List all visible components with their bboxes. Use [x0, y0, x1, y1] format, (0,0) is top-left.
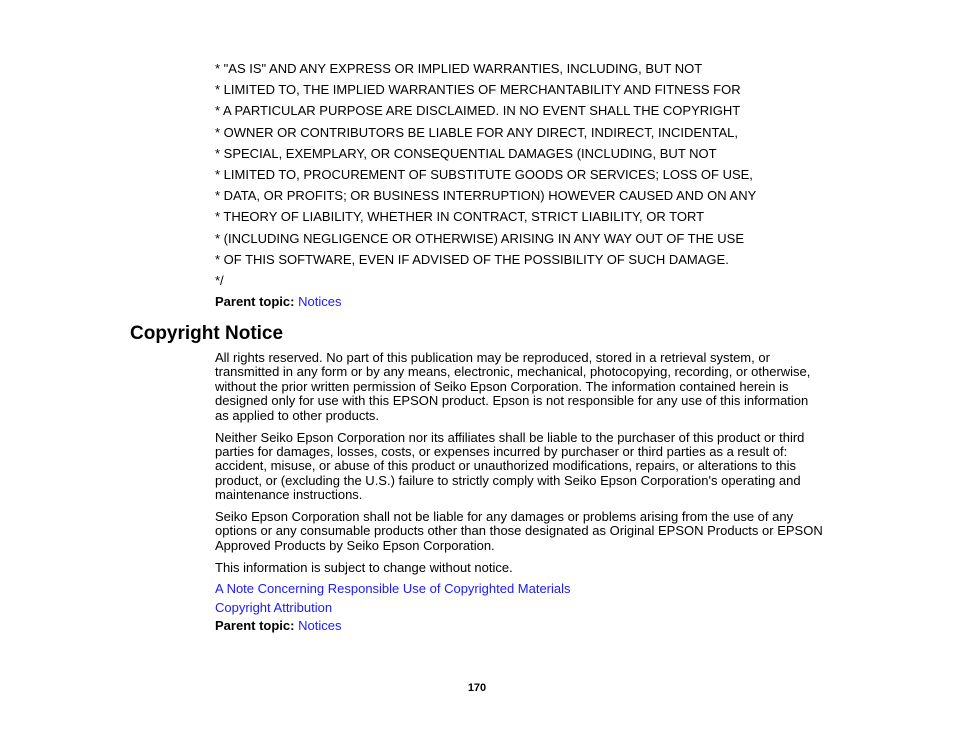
- license-line: * LIMITED TO, PROCUREMENT OF SUBSTITUTE GOODS OR SERVICES; LOSS OF USE,: [215, 166, 753, 182]
- license-text-block: [215, 61, 855, 294]
- parent-topic: [215, 294, 341, 310]
- license-line: * SPECIAL, EXEMPLARY, OR CONSEQUENTIAL DAMAGES (INCLUDING, BUT NOT: [215, 145, 717, 161]
- section-heading-copyright-notice: Copyright Notice: [130, 323, 284, 344]
- body-paragraph: Neither Seiko Epson Corporation nor its affiliates shall be liable to the purchaser of this product or third parties for damages, losses, costs, or expenses incurred by purchaser or third parties as a result of: accident, misuse, or abuse of this product or unauthorized modifications, repairs, or alterations to this product, or (excluding the U.S.) failure to strictly comply with Seiko Epson Corporation's operating and maintenance instructions.: [215, 429, 805, 503]
- license-line: * OWNER OR CONTRIBUTORS BE LIABLE FOR ANY DIRECT, INDIRECT, INCIDENTAL,: [215, 124, 738, 140]
- license-line: * LIMITED TO, THE IMPLIED WARRANTIES OF MERCHANTABILITY AND FITNESS FOR: [215, 82, 741, 98]
- related-link-copyright-attribution[interactable]: Copyright Attribution: [215, 599, 333, 615]
- parent-topic-link-notices[interactable]: Notices: [298, 618, 342, 634]
- license-line: * A PARTICULAR PURPOSE ARE DISCLAIMED. IN NO EVENT SHALL THE COPYRIGHT: [215, 103, 741, 119]
- license-line: * "AS IS" AND ANY EXPRESS OR IMPLIED WARRANTIES, INCLUDING, BUT NOT: [215, 61, 703, 76]
- license-line: * (INCLUDING NEGLIGENCE OR OTHERWISE) ARISING IN ANY WAY OUT OF THE USE: [215, 230, 744, 246]
- license-line: * THEORY OF LIABILITY, WHETHER IN CONTRACT, STRICT LIABILITY, OR TORT: [215, 209, 705, 225]
- parent-topic-link-notices[interactable]: Notices: [298, 294, 342, 309]
- body-paragraph: This information is subject to change without notice.: [215, 559, 513, 575]
- page-number: 170: [467, 682, 487, 694]
- copyright-notice-body: [215, 351, 825, 634]
- license-line: */: [215, 272, 224, 288]
- related-link-responsible-use[interactable]: A Note Concerning Responsible Use of Copyrighted Materials: [215, 581, 571, 597]
- license-line: * DATA, OR PROFITS; OR BUSINESS INTERRUPTION) HOWEVER CAUSED AND ON ANY: [215, 188, 757, 204]
- parent-topic: [215, 618, 825, 634]
- license-line: * OF THIS SOFTWARE, EVEN IF ADVISED OF THE POSSIBILITY OF SUCH DAMAGE.: [215, 251, 729, 267]
- parent-topic-label: Parent topic:: [215, 294, 295, 309]
- body-paragraph: All rights reserved. No part of this publication may be reproduced, stored in a retrieval system, or transmitted in any form or by any means, electronic, mechanical, photocopying, recording, or otherwise, without the prior written permission of Seiko Epson Corporation. The information contained herein is designed only for use with this EPSON product. Epson is not responsible for any use of this information as applied to other products.: [215, 350, 811, 423]
- parent-topic-label: Parent topic:: [215, 618, 295, 634]
- body-paragraph: Seiko Epson Corporation shall not be liable for any damages or problems arising from the use of any options or any consumable products other than those designated as Original EPSON Products or EPSON Approved Products by Seiko Epson Corporation.: [215, 509, 823, 553]
